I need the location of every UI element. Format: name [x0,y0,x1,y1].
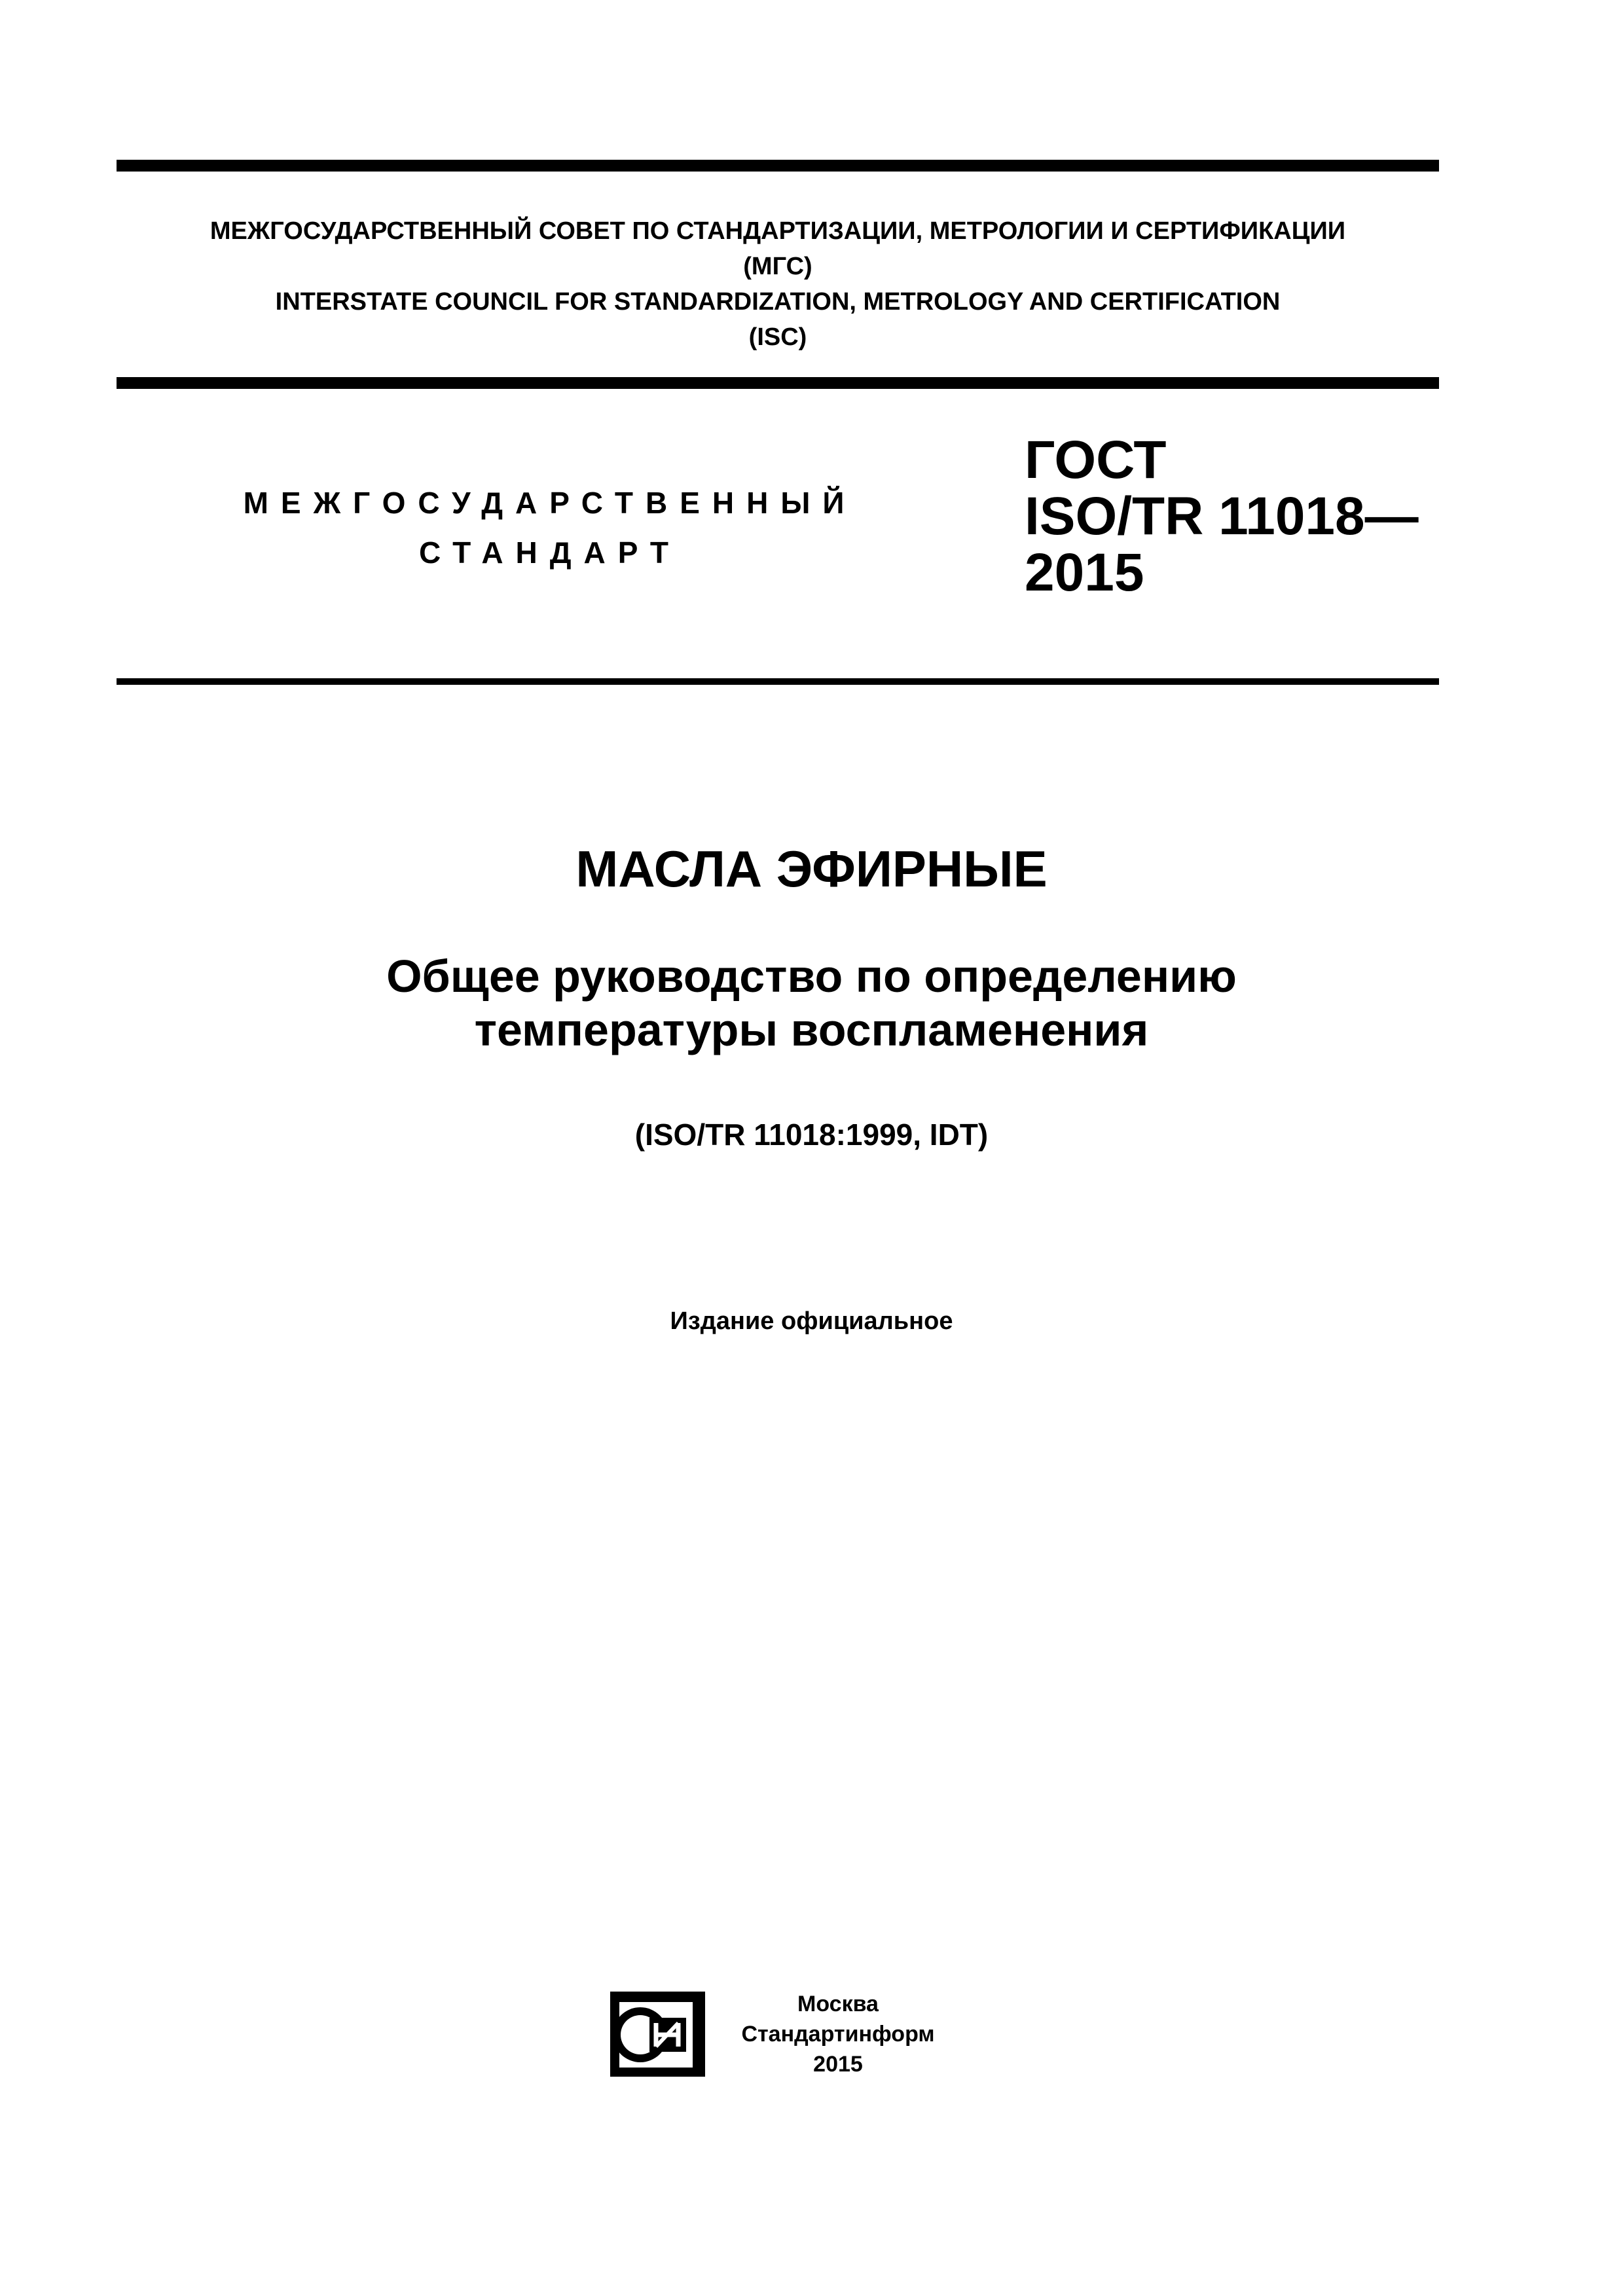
designation-prefix: ГОСТ [1025,430,1167,490]
council-abbr-en: (ISC) [748,323,807,351]
document-subtitle [0,949,1623,1057]
council-abbr-ru: (МГС) [743,253,812,280]
publisher-name: Стандартинформ [741,2022,935,2047]
publisher-block [720,1989,956,2079]
header-divider [117,377,1439,389]
council-name-en: INTERSTATE COUNCIL FOR STANDARDIZATION, METROLOGY AND CERTIFICATION [275,288,1281,316]
edition-label: Издание официальное [670,1307,953,1335]
subtitle-line2: температуры воспламенения [474,1004,1149,1055]
standard-type-label [223,478,877,577]
standard-type-line1: МЕЖГОСУДАРСТВЕННЫЙ [243,486,857,520]
designation-divider [117,678,1439,685]
document-title: МАСЛА ЭФИРНЫЕ [575,840,1048,898]
subtitle-line1: Общее руководство по определению [386,951,1237,1002]
designation-number: ISO/TR 11018— [1025,486,1419,546]
standard-designation [1025,432,1419,601]
iso-reference: (ISO/TR 11018:1999, IDT) [634,1118,989,1152]
standartinform-logo-icon [610,1992,705,2077]
publisher-year: 2015 [813,2052,863,2077]
designation-year: 2015 [1025,543,1144,602]
top-rule [117,160,1439,172]
publisher-city: Москва [797,1992,879,2016]
council-header [117,213,1439,355]
council-name-ru: МЕЖГОСУДАРСТВЕННЫЙ СОВЕТ ПО СТАНДАРТИЗАЦИИ, МЕТРОЛОГИИ И СЕРТИФИКАЦИИ [210,217,1346,245]
standard-type-line2: СТАНДАРТ [419,536,681,570]
